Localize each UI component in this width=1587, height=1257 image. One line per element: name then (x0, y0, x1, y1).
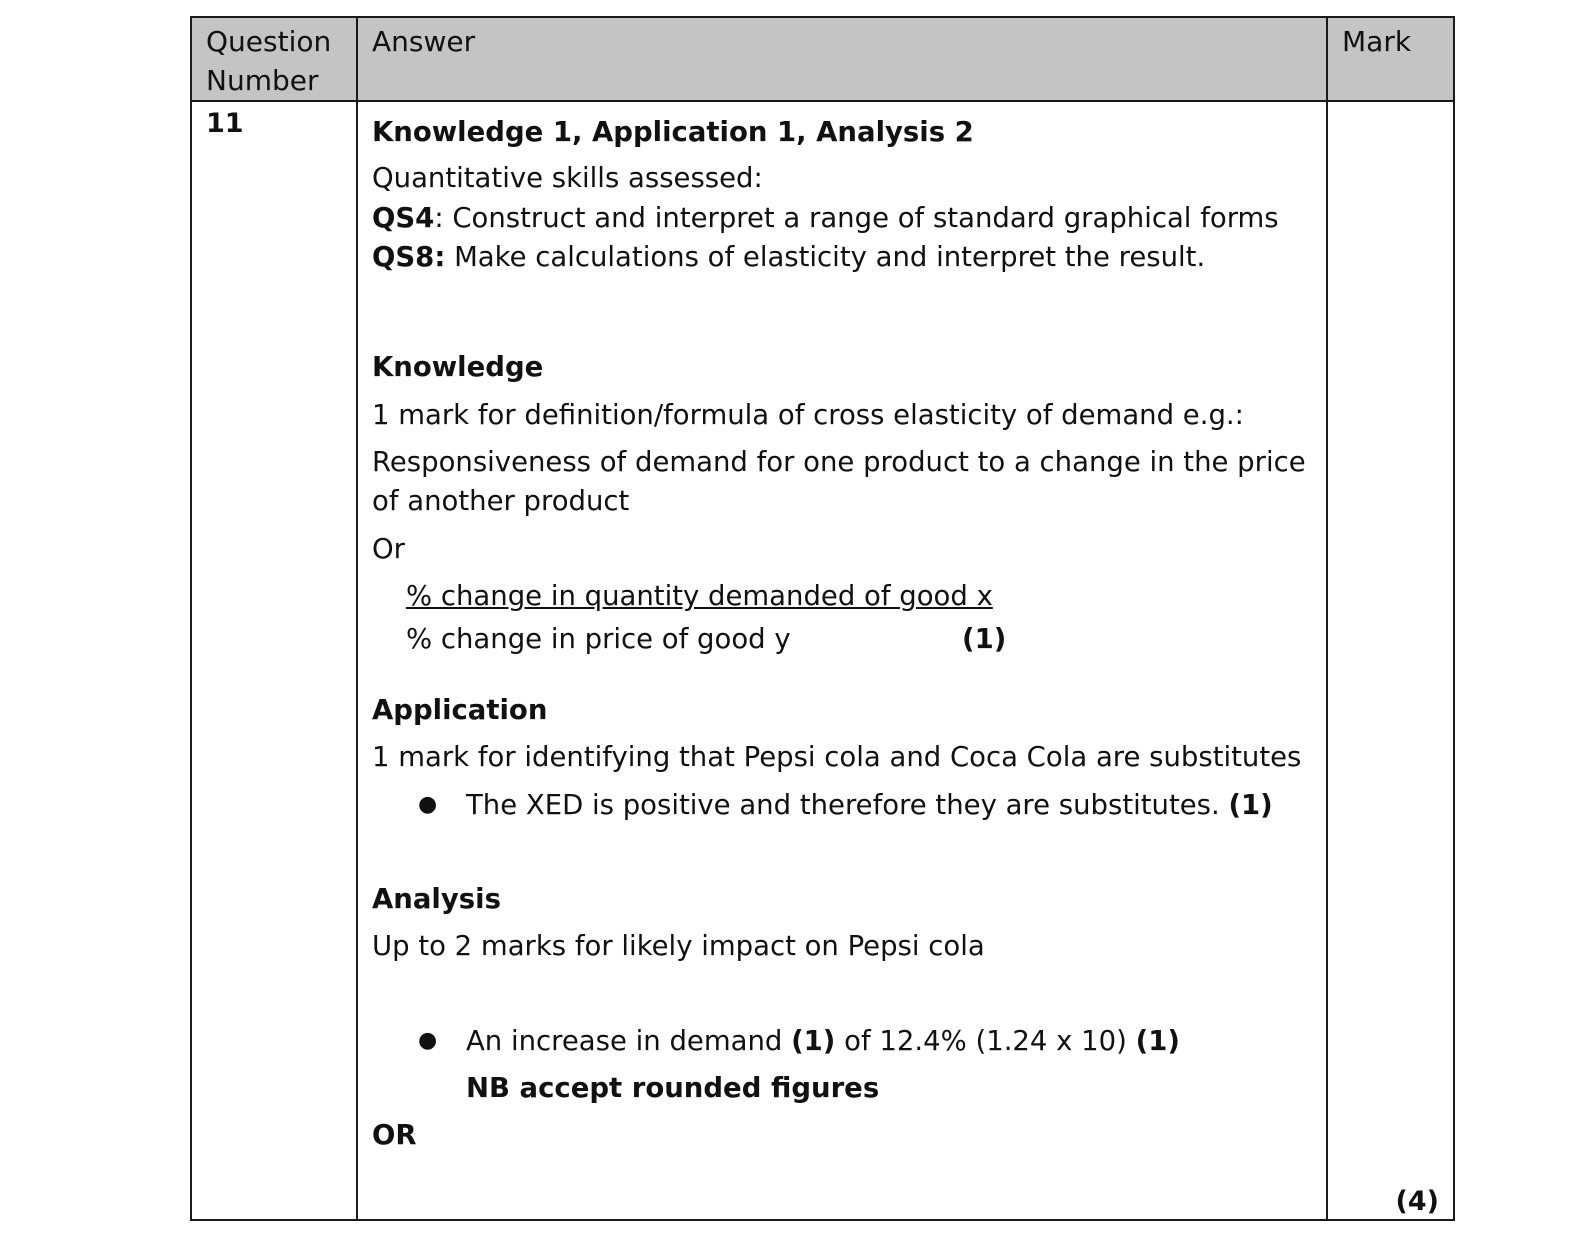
analysis-or: OR (372, 1119, 417, 1151)
question-number: 11 (206, 108, 244, 139)
formula-denominator: % change in price of good y (406, 623, 791, 655)
knowledge-definition-b: of another product (372, 485, 630, 517)
formula-mark: (1) (962, 623, 1007, 655)
knowledge-or: Or (372, 533, 405, 565)
answer-header: Answer (357, 17, 1327, 101)
knowledge-line: 1 mark for definition/formula of cross elasticity of demand e.g.: (372, 399, 1244, 431)
nb-note: NB accept rounded figures (466, 1072, 880, 1104)
question-row (191, 101, 1454, 1220)
formula-numerator: % change in quantity demanded of good x (406, 580, 993, 612)
qs8-line: QS8: Make calculations of elasticity and interpret the result. (372, 241, 1206, 273)
answer-cell (357, 101, 1327, 1220)
application-title: Application (372, 694, 548, 726)
mark-header: Mark (1327, 17, 1454, 101)
qs-intro: Quantitative skills assessed: (372, 162, 763, 194)
bullet-icon: ● (418, 792, 438, 817)
question-number-header: Question Number (191, 17, 357, 101)
mark-scheme-table (190, 16, 1455, 1221)
knowledge-definition-a: Responsiveness of demand for one product to a change in the price (372, 446, 1306, 478)
bullet-icon: ● (418, 1028, 438, 1053)
knowledge-title: Knowledge (372, 351, 544, 383)
analysis-bullet: An increase in demand (1) of 12.4% (1.24 x 10) (1) (466, 1025, 1180, 1057)
qs4-line: QS4: Construct and interpret a range of standard graphical forms (372, 202, 1279, 234)
mark-cell (1327, 101, 1454, 1220)
skills-heading: Knowledge 1, Application 1, Analysis 2 (372, 116, 974, 148)
total-mark: (4) (1395, 1186, 1439, 1217)
analysis-line: Up to 2 marks for likely impact on Pepsi cola (372, 930, 985, 962)
header-row (191, 17, 1454, 101)
application-bullet: The XED is positive and therefore they are substitutes. (1) (466, 789, 1273, 821)
analysis-title: Analysis (372, 883, 501, 915)
application-line: 1 mark for identifying that Pepsi cola and Coca Cola are substitutes (372, 741, 1302, 773)
question-number-cell (191, 101, 357, 1220)
